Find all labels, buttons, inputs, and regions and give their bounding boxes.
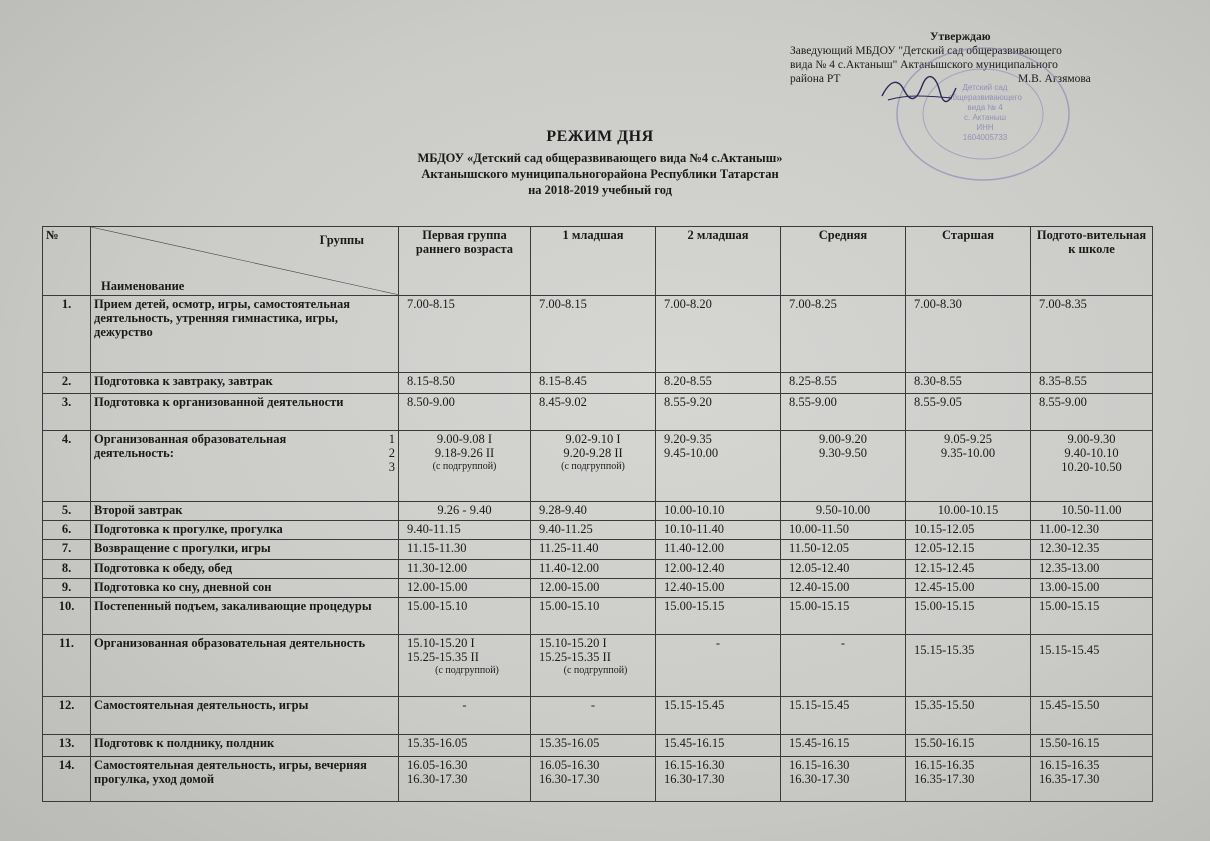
row-value: 9.40-10.10 [1064,445,1119,460]
row-value: 16.35-17.30 [1039,771,1100,786]
row-value: 16.05-16.30 [407,757,468,772]
approval-line2: вида № 4 с.Актаныш" Актанышского муниципального [790,59,1058,71]
row-value: 8.35-8.55 [1031,372,1153,393]
row-name: Подготовка к организованной деятельности [91,394,399,430]
row-value: 15.10-15.20 I [539,635,607,650]
signature-scribble [878,72,958,112]
table-row [43,735,1153,756]
row-name: Организованная образовательная деятельность [91,634,399,696]
row-name: Организованная образовательная деятельность: [94,431,287,460]
header-col-5: Старшая [906,227,1031,296]
row-value: 16.30-17.30 [789,771,850,786]
row-value: 10.10-11.40 [656,520,781,539]
approval-line3: района РТ [790,73,841,85]
row-name: Подготовк к полднику, полдник [91,735,399,756]
row-value: 12.15-12.45 [906,559,1031,578]
row-value-multi [531,634,656,696]
row-value: 16.15-16.35 [914,757,975,772]
schedule-table [42,226,1153,802]
table-row [43,372,1153,393]
row-value-multi [906,430,1031,501]
row-value-note: (с подгруппой) [435,664,499,676]
row-value: 16.30-17.30 [407,771,468,786]
row-value: 9.28-9.40 [531,501,656,520]
row-value: 9.50-10.00 [781,501,906,520]
row-value: 15.00-15.15 [906,598,1031,634]
table-row [43,295,1153,372]
header-groups: Группы [319,233,364,247]
row-value: - [399,696,531,735]
row-value: 15.35-15.50 [906,696,1031,735]
row-num: 3. [43,394,91,430]
row-num: 10. [43,598,91,634]
row-value: 15.15-15.45 [781,696,906,735]
row-value-multi [399,430,531,501]
row-value: 16.15-16.30 [664,757,725,772]
row-name: Подготовка ко сну, дневной сон [91,578,399,597]
row-value: 7.00-8.15 [531,295,656,372]
table-row [43,520,1153,539]
header-naim: Наименование [101,278,185,293]
row-value: 15.50-16.15 [906,735,1031,756]
row-value-multi [656,756,781,801]
approval-title: Утверждаю [930,31,991,43]
header-col-3: 2 младшая [656,227,781,296]
row-value: - [781,634,906,696]
row-name: Возвращение с прогулки, игры [91,540,399,559]
row-value: 10.00-10.10 [656,501,781,520]
row-value: 12.35-13.00 [1031,559,1153,578]
row-num: 2. [43,372,91,393]
approval-signer: М.В. Агзямова [1018,73,1091,85]
row-value: 15.45-16.15 [781,735,906,756]
row-value: 15.00-15.15 [1031,598,1153,634]
row-num: 14. [43,756,91,801]
row-num: 4. [43,430,91,501]
row-value: 10.15-12.05 [906,520,1031,539]
row-value: 10.20-10.50 [1061,459,1122,474]
row-value: 15.15-15.45 [1031,634,1153,696]
table-row [43,756,1153,801]
row-num: 7. [43,540,91,559]
row-value: 12.05-12.15 [906,540,1031,559]
header-col-6: Подгото-вительная к школе [1031,227,1153,296]
row-name: Подготовка к прогулке, прогулка [91,520,399,539]
row-num: 9. [43,578,91,597]
row-value-multi [781,756,906,801]
row-value: 16.30-17.30 [664,771,725,786]
row-value: 12.00-15.00 [531,578,656,597]
row-value: 15.15-15.35 [906,634,1031,696]
title-main: РЕЖИМ ДНЯ [546,128,654,145]
row-value: 11.30-12.00 [399,559,531,578]
row-value: 15.00-15.15 [656,598,781,634]
header-col-1: Первая группа раннего возраста [399,227,531,296]
row-value: 7.00-8.15 [399,295,531,372]
row-name: Подготовка к завтраку, завтрак [91,372,399,393]
row-num: 13. [43,735,91,756]
row-value: 9.45-10.00 [664,445,719,460]
row-value: 10.00-10.15 [906,501,1031,520]
stamp-text-2: общеразвивающего [948,93,1022,102]
row-value: 8.20-8.55 [656,372,781,393]
approval-line1: Заведующий МБДОУ "Детский сад общеразвивающего [790,45,1062,57]
row-value: 12.45-15.00 [906,578,1031,597]
row-value: 8.55-9.05 [906,394,1031,430]
row-value: 9.02-9.10 I [565,431,621,446]
row-value-multi [531,756,656,801]
row-value: 9.30-9.50 [819,445,867,460]
row-value: 8.30-8.55 [906,372,1031,393]
row-value: 12.05-12.40 [781,559,906,578]
row-value: 15.15-15.45 [656,696,781,735]
row-value-multi [656,430,781,501]
row-value-note: (с подгруппой) [563,664,628,676]
row-name: Самостоятельная деятельность, игры, вечерняя прогулка, уход домой [91,756,399,801]
row-value-multi [1031,430,1153,501]
row-value: 15.45-16.15 [656,735,781,756]
row-value: 7.00-8.20 [656,295,781,372]
table-header-row [43,227,1153,296]
row-value: 16.05-16.30 [539,757,600,772]
row-value: 11.25-11.40 [531,540,656,559]
row-value: - [531,696,656,735]
row-value: 8.15-8.45 [531,372,656,393]
row-value: 13.00-15.00 [1031,578,1153,597]
row-value: 11.40-12.00 [656,540,781,559]
row-value: 12.40-15.00 [781,578,906,597]
document-title [330,128,870,198]
row-value: 11.00-12.30 [1031,520,1153,539]
row-value: 8.55-9.00 [1031,394,1153,430]
row-value: 12.00-12.40 [656,559,781,578]
row-value-note: (с подгруппой) [561,460,625,472]
row-value: 15.25-15.35 II [407,649,479,664]
row-value: 15.35-16.05 [399,735,531,756]
row-value: 8.55-9.00 [781,394,906,430]
row-value: 15.00-15.10 [399,598,531,634]
stamp-text-1: Детский сад [962,83,1008,92]
row-value: 12.30-12.35 [1031,540,1153,559]
header-col-4: Средняя [781,227,906,296]
table-row [43,559,1153,578]
official-stamp [893,44,1073,184]
title-line2: Актанышского муниципальногорайона Республики Татарстан [421,167,779,181]
row-value: 15.35-16.05 [531,735,656,756]
row-value: 8.45-9.02 [531,394,656,430]
row-num: 6. [43,520,91,539]
row-name: Самостоятельная деятельность, игры [91,696,399,735]
row-value: 8.25-8.55 [781,372,906,393]
row-value-multi [531,430,656,501]
row-value: 9.20-9.35 [664,431,712,446]
row-value: 15.45-15.50 [1031,696,1153,735]
row-value: 16.15-16.35 [1039,757,1100,772]
stamp-text-4: с. Актаныш [964,113,1006,122]
row-value: 7.00-8.30 [906,295,1031,372]
row-value: 15.50-16.15 [1031,735,1153,756]
table-row [43,540,1153,559]
header-diagonal-cell [91,227,399,296]
header-col-2: 1 младшая [531,227,656,296]
row-value: 15.00-15.15 [781,598,906,634]
row-value-multi [1031,756,1153,801]
header-num: № [43,227,91,296]
row-value: - [656,634,781,696]
row-name: Постепенный подъем, закаливающие процедуры [91,598,399,634]
row-value: 11.50-12.05 [781,540,906,559]
row-num: 12. [43,696,91,735]
row-value: 12.40-15.00 [656,578,781,597]
stamp-text-3: вида № 4 [967,103,1003,112]
row-value: 9.26 - 9.40 [399,501,531,520]
row-value: 15.00-15.10 [531,598,656,634]
row-value: 7.00-8.25 [781,295,906,372]
table-row [43,501,1153,520]
row-num: 1. [43,295,91,372]
table-row [43,696,1153,735]
row-mark: 2 [388,445,395,460]
title-line1: МБДОУ «Детский сад общеразвивающего вида №4 с.Актаныш» [417,151,783,165]
row-value: 9.00-9.08 I [436,431,493,446]
row-value: 12.00-15.00 [399,578,531,597]
stamp-text-5: ИНН [976,123,994,132]
row-value: 9.00-9.30 [1067,431,1116,446]
table-row [43,430,1153,501]
row-value: 16.30-17.30 [539,771,600,786]
row-value: 16.35-17.30 [914,771,975,786]
stamp-text-6: 1604005733 [962,133,1008,142]
row-num: 11. [43,634,91,696]
row-value: 9.20-9.28 II [563,445,623,460]
row-mark: 1 [388,431,395,446]
row-value: 15.25-15.35 II [539,649,611,664]
row-value: 9.00-9.20 [819,431,867,446]
table-row [43,598,1153,634]
row-value: 8.15-8.50 [399,372,531,393]
row-value: 10.50-11.00 [1031,501,1153,520]
row-name: Подготовка к обеду, обед [91,559,399,578]
row-name-with-marks [91,430,399,501]
row-value: 8.50-9.00 [399,394,531,430]
row-value-note: (с подгруппой) [432,460,497,472]
row-value: 10.00-11.50 [781,520,906,539]
row-value: 8.55-9.20 [656,394,781,430]
row-value: 11.40-12.00 [531,559,656,578]
row-value: 11.15-11.30 [399,540,531,559]
row-value: 7.00-8.35 [1031,295,1153,372]
row-value: 16.15-16.30 [789,757,850,772]
row-value: 9.35-10.00 [940,445,996,460]
row-value: 9.40-11.25 [531,520,656,539]
row-name: Второй завтрак [91,501,399,520]
table-row [43,394,1153,430]
row-value-multi [399,634,531,696]
row-value: 9.18-9.26 II [434,445,495,460]
row-value: 9.40-11.15 [399,520,531,539]
row-name: Прием детей, осмотр, игры, самостоятельная деятельность, утренняя гимнастика, игры, дежурство [91,295,399,372]
row-value: 9.05-9.25 [944,431,992,446]
row-mark: 3 [388,459,395,474]
row-num: 5. [43,501,91,520]
row-num: 8. [43,559,91,578]
table-row [43,578,1153,597]
table-row [43,634,1153,696]
row-value-multi [781,430,906,501]
title-line3: на 2018-2019 учебный год [528,183,672,197]
row-value-multi [399,756,531,801]
row-value: 15.10-15.20 I [407,635,475,650]
row-value-multi [906,756,1031,801]
